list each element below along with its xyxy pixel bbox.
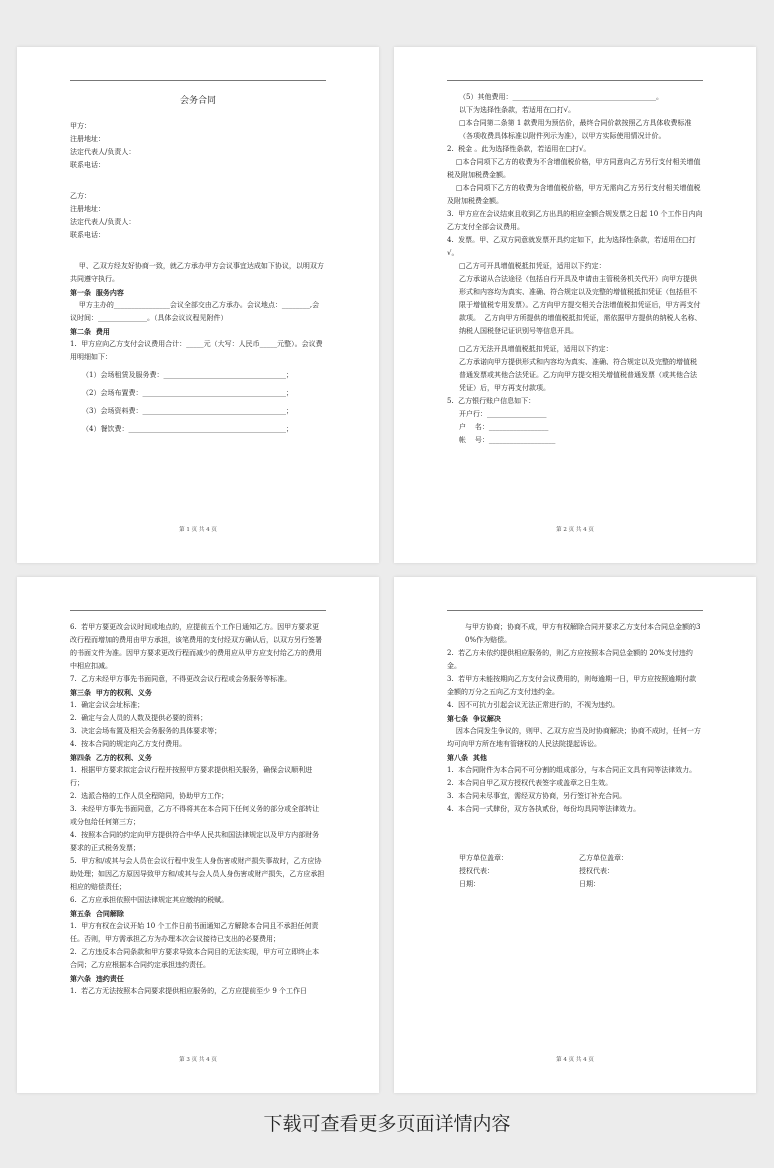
spacer <box>447 816 703 825</box>
section-heading: 第二条 费用 <box>70 327 110 336</box>
paragraph: 1. 本合同附件为本合同不可分割的组成部分，与本合同正文具有同等法律效力。 <box>447 766 697 774</box>
paragraph: 1. 若乙方无法按照本合同要求提供相应服务的，乙方应提前至少 9 个工作日 <box>70 987 308 995</box>
paragraph: □乙方无法开具增值税抵扣凭证，适用以下约定： <box>459 345 613 353</box>
paragraph: 乙方： <box>70 192 91 200</box>
page-number: 第 3 页 共 4 页 <box>179 1057 217 1063</box>
paragraph: 7. 乙方未经甲方事先书面同意，不得更改会议行程或会务服务等标准。 <box>70 675 292 683</box>
paragraph: 帐 号：___________________ <box>459 436 556 444</box>
signature-field-left: 日期： <box>459 880 480 888</box>
page-number: 第 1 页 共 4 页 <box>179 527 217 533</box>
page-number: 第 4 页 共 4 页 <box>556 1057 594 1063</box>
paragraph: 5. 乙方银行账户信息如下： <box>447 397 536 405</box>
document-page-1 <box>17 47 379 563</box>
paragraph: 1. 甲方有权在会议开始 10 个工作日前书面通知乙方解除本合同且不承担任何责任。否则，甲方需承担乙方为办理本次会议接待已支出的必要费用； <box>70 922 319 943</box>
signature-field-right: 乙方单位盖章： <box>579 854 628 862</box>
signature-row <box>447 878 703 891</box>
paragraph: 3. 若甲方未能按期向乙方支付会议费用的，则每逾期一日，甲方应按照逾期付款金额的万分之五向乙方支付违约金。 <box>447 675 697 696</box>
paragraph: 1. 根据甲方要求拟定会议行程并按照甲方要求提供相关服务，确保会议顺利进行； <box>70 766 313 787</box>
paragraph: 3. 未经甲方事先书面同意，乙方不得将其在本合同下任何义务的部分或全部转让或分包给任何第三方； <box>70 805 320 826</box>
paragraph: 户 名：_________________ <box>459 423 549 431</box>
paragraph: 4. 按照本合同的约定向甲方提供符合中华人民共和国法律规定以及甲方内部财务要求的正式税务发票； <box>70 831 320 852</box>
paragraph: 乙方承诺从合法途径（包括自行开具及申请由主管税务机关代开）向甲方提供形式和内容均为真实、准确、符合规定以及完整的增值税抵扣凭证（包括但不限于增值税专用发票）。乙方向甲方提交相关合法增值税扣凭证后，甲方再支付款项。 乙方向甲方所提供的增值税抵扣凭证，需依据甲方提供的纳税人名称、纳税人国税登记证识别号等信息开具。 <box>459 275 702 335</box>
section-heading: 第三条 甲方的权利、义务 <box>70 688 152 697</box>
signature-field-right: 日期： <box>579 880 600 888</box>
paragraph: 2. 乙方违反本合同条款和甲方要求导致本合同目的无法实现，甲方可立即终止本合同；乙方应根据本合同约定承担违约责任。 <box>70 948 320 969</box>
paragraph: 1. 甲方应向乙方支付会议费用合计：_____元（大写：人民币_____元整）。会议费用明细如下： <box>70 340 323 361</box>
paragraph: □本合同项下乙方的收费为含增值税价格，甲方无需向乙方另行支付相关增值税及附加税费金额。 <box>447 184 701 205</box>
paragraph: 6. 乙方应承担依照中国法律规定其应缴纳的税赋。 <box>70 896 229 904</box>
paragraph: 4. 因不可抗力引起会议无法正常进行的，不视为违约。 <box>447 701 620 709</box>
paragraph: 2. 若乙方未依约提供相应服务的，则乙方应按照本合同总金额的 20%支付违约金。 <box>447 649 693 670</box>
section-heading: 第七条 争议解决 <box>447 714 501 723</box>
section-heading: 第八条 其他 <box>447 753 487 762</box>
spacer <box>70 242 326 251</box>
paragraph: （1）会场租赁及服务费：___________________________________； <box>82 371 293 379</box>
paragraph: 4. 本合同一式肆份，双方各执贰份，每份均具同等法律效力。 <box>447 805 641 813</box>
spacer <box>447 825 703 834</box>
signature-row <box>447 865 703 878</box>
paragraph: 联系电话： <box>70 231 105 239</box>
header-rule <box>70 80 326 81</box>
page-content <box>447 621 703 891</box>
section-heading: 第五条 合同解除 <box>70 909 124 918</box>
document-page-2 <box>394 47 756 563</box>
header-rule <box>70 610 326 611</box>
paragraph: 乙方承诺向甲方提供形式和内容均为真实、准确、符合规定以及完整的增值税普通发票或其他合法凭证。乙方向甲方提交相关增值税普通发票（或其他合法凭证）后，甲方再支付款项。 <box>459 358 697 392</box>
section-heading: 第六条 违约责任 <box>70 974 124 983</box>
paragraph: □本合同第二条第 1 款费用为预估价，最终合同价款按照乙方具体收费标准（各项收费具体标准以附件列示为准），以甲方实际使用情况计价。 <box>459 119 692 140</box>
paragraph: 3. 甲方应在会议结束且收到乙方出具的相应金额合规发票之日起 10 个工作日内向乙方支付全部会议费用。 <box>447 210 703 231</box>
paragraph: 法定代表人/负责人： <box>70 218 136 226</box>
paragraph: （3）会场资料费：_________________________________________； <box>82 407 293 415</box>
page-content <box>70 91 326 436</box>
paragraph: 2. 税金 。此为选择性条款，若适用在□打√。 <box>447 145 591 153</box>
signature-field-right: 授权代表： <box>579 867 614 875</box>
page-content <box>70 621 326 998</box>
paragraph: □本合同项下乙方的收费为不含增值税价格，甲方同意向乙方另行支付相关增值税及附加税费金额。 <box>447 158 701 179</box>
paragraph: 3. 决定会场布置及相关会务服务的具体要求等； <box>70 727 222 735</box>
spacer <box>70 172 326 181</box>
document-title: 会务合同 <box>179 96 216 106</box>
paragraph: 6. 若甲方要更改会议时间或地点的，应提前五个工作日通知乙方。因甲方要求更改行程而增加的费用由甲方承担，该笔费用的支付经双方确认后，以双方另行签署的书面文件为准。因甲方要求更改行程而减少的费用应从甲方应支付给乙方的费用中相应扣减。 <box>70 623 322 670</box>
spacer <box>70 251 326 260</box>
spacer <box>447 834 703 843</box>
signature-row <box>447 852 703 865</box>
signature-field-left: 甲方单位盖章： <box>459 854 508 862</box>
paragraph: （5）其他费用：_________________________________________。 <box>459 93 663 101</box>
paragraph: 因本合同发生争议的，则甲、乙双方应当及时协商解决；协商不成时，任何一方均可向甲方所在地有管辖权的人民法院提起诉讼。 <box>447 727 701 748</box>
section-heading: 第四条 乙方的权利、义务 <box>70 753 152 762</box>
signature-field-left: 授权代表： <box>459 867 494 875</box>
section-heading: 第一条 服务内容 <box>70 288 124 297</box>
download-prompt[interactable]: 下载可查看更多页面详情内容 <box>263 1113 511 1135</box>
paragraph: （4）餐饮费：_____________________________________________； <box>82 425 293 433</box>
paragraph: 与甲方协商；协商不成，甲方有权解除合同并要求乙方支付本合同总金额的30%作为赔偿。 <box>465 623 701 644</box>
document-page-3 <box>17 577 379 1093</box>
paragraph: 注册地址： <box>70 205 105 213</box>
page-content <box>447 91 703 447</box>
paragraph: 以下为选择性条款，若适用在□打√。 <box>459 106 576 114</box>
paragraph: 4. 按本合同的规定向乙方支付费用。 <box>70 740 187 748</box>
paragraph: 2. 选派合格的工作人员全程陪同，协助甲方工作； <box>70 792 229 800</box>
paragraph: 联系电话： <box>70 161 105 169</box>
header-rule <box>447 80 703 81</box>
paragraph: 注册地址： <box>70 135 105 143</box>
header-rule <box>447 610 703 611</box>
paragraph: 法定代表人/负责人： <box>70 148 136 156</box>
document-page-4 <box>394 577 756 1093</box>
paragraph: 1. 确定会议会址标准； <box>70 701 145 709</box>
paragraph: 5. 甲方和/或其与会人员在会议行程中发生人身伤害或财产损失事故时，乙方应协助处理；如因乙方原因导致甲方和/或其与会人员人身伤害或财产损失，乙方应承担相应的赔偿责任； <box>70 857 325 891</box>
paragraph: 甲方主办的________________会议全部交由乙方承办。会议地点：________,会议时间：______________。（具体会议议程见附件） <box>70 301 320 322</box>
paragraph: （2）会场布置费：_________________________________________； <box>82 389 293 397</box>
paragraph: 3. 本合同未尽事宜，需经双方协商，另行签订补充合同。 <box>447 792 627 800</box>
page-number: 第 2 页 共 4 页 <box>556 527 594 533</box>
paragraph: 甲、乙双方经友好协商一致，就乙方承办甲方会议事宜达成如下协议，以明双方共同遵守执行。 <box>70 262 324 283</box>
paragraph: 开户行：_________________ <box>459 410 547 418</box>
paragraph: 2. 本合同自甲乙双方授权代表签字或盖章之日生效。 <box>447 779 613 787</box>
paragraph: 4. 发票。甲、乙双方同意就发票开具约定如下，此为选择性条款，若适用在□打√。 <box>447 236 696 257</box>
paragraph: 2. 确定与会人员的人数及提供必要的资料； <box>70 714 208 722</box>
spacer <box>447 843 703 852</box>
paragraph: □乙方可开具增值税抵扣凭证，适用以下约定： <box>459 262 606 270</box>
paragraph: 甲方： <box>70 122 91 130</box>
spacer <box>70 181 326 190</box>
